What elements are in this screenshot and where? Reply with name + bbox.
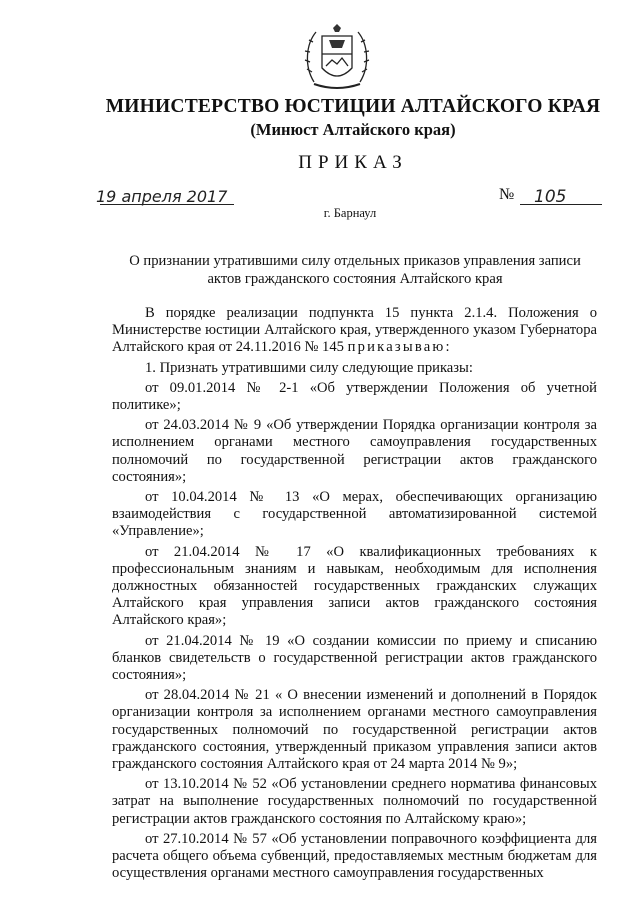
document-subject: О признании утратившими силу отдельных приказов управления записи актов гражданского состояния Алтайского края (129, 253, 581, 287)
order-entry: от 21.04.2014 № 17 «О квалификационных требованиях к профессиональным знаниям и навыкам, необходимым для исполнения должностных обязанностей государственных гражданских служащих Алтайского края управления записи актов гражданского состояния Алтайского края»; (112, 543, 597, 629)
order-entry: от 24.03.2014 № 9 «Об утверждении Порядка организации контроля за исполнением органами местного самоуправления государственных полномочий по государственной регистрации актов гражданского состояния»; (112, 417, 597, 485)
svg-text:19 апреля 2017: 19 апреля 2017 (96, 187, 228, 206)
document-type: ПРИКАЗ (298, 152, 408, 173)
order-entry: от 13.10.2014 № 52 «Об установлении среднего норматива финансовых затрат на выполнение государственных полномочий по государственной регистрации актов гражданского состояния по Алтайскому краю»; (112, 776, 597, 827)
order-word: приказываю: (347, 339, 452, 356)
document-body (112, 305, 597, 883)
intro-paragraph: В порядке реализации подпункта 15 пункта 2.1.4. Положения о Министерстве юстиции Алтайского края, утвержденного указом Губернатора Алтайского края от 24.11.2016 № 145 приказываю: (112, 305, 597, 356)
altai-coat-of-arms-emblem (302, 22, 372, 94)
date-underline (100, 204, 234, 205)
order-entry: от 21.04.2014 № 19 «О создании комиссии по приему и списанию бланков свидетельств о государственной регистрации актов гражданского состояния»; (112, 632, 597, 684)
order-entry: от 10.04.2014 № 13 «О мерах, обеспечивающих организацию взаимодействия с государственной автоматизированной системой «Управление»; (112, 489, 597, 540)
ministry-title: МИНИСТЕРСТВО ЮСТИЦИИ АЛТАЙСКОГО КРАЯ (105, 96, 601, 117)
number-sign: № (499, 186, 515, 203)
order-entry: от 27.10.2014 № 57 «Об установлении поправочного коэффициента для расчета общего объема субвенций, предоставляемых местным бюджетам для осуществления органами местного самоуправления государственных (112, 830, 597, 882)
order-entry: от 28.04.2014 № 21 « О внесении изменений и дополнений в Порядок организации контроля за исполнением органами местного самоуправления государственных полномочий по государственной регистрации актов гражданского состояния, утвержденный приказом управления записи актов гражданского состояния Алтайского края от 24 марта 2014 № 9»; (112, 687, 597, 773)
svg-text:105: 105 (534, 187, 567, 207)
number-underline (520, 204, 602, 205)
ministry-short-name: (Минюст Алтайского края) (250, 120, 456, 139)
item-1: 1. Признать утратившими силу следующие приказы: (145, 359, 473, 376)
order-entry: от 09.01.2014 № 2-1 «Об утверждении Положения об учетной политике»; (112, 379, 597, 414)
city-label: г. Барнаул (323, 206, 377, 220)
